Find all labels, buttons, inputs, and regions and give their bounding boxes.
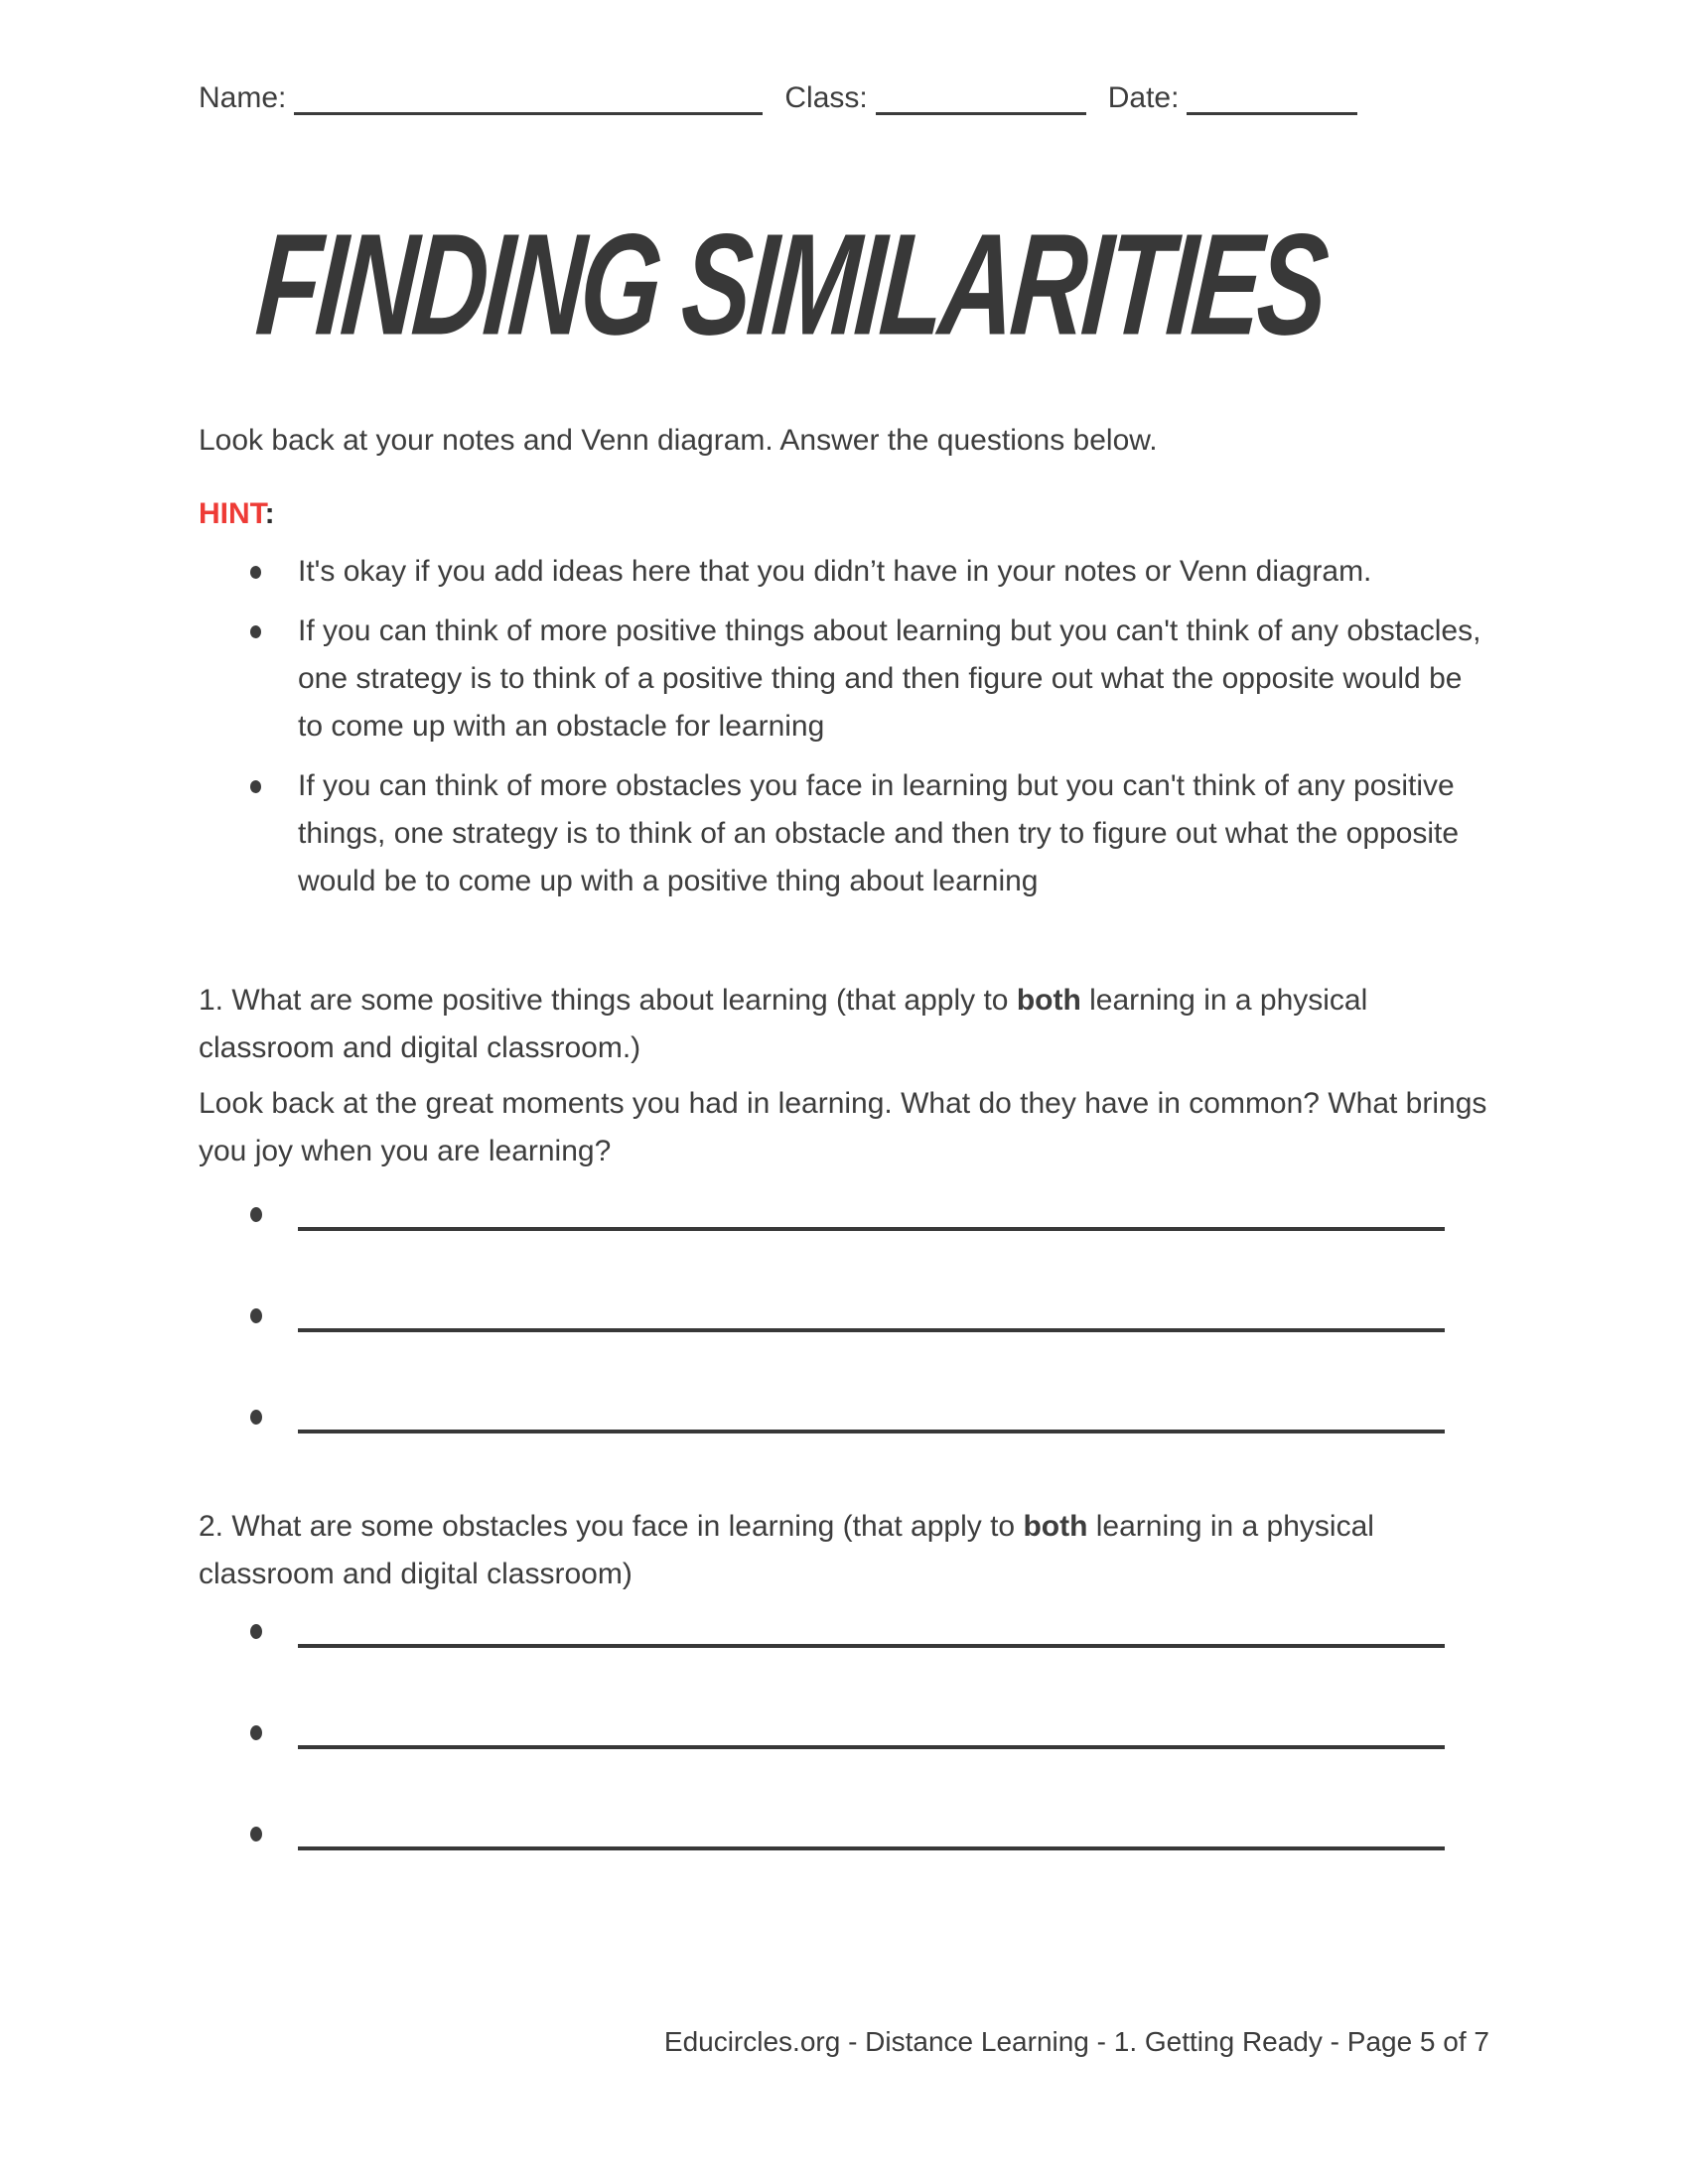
bullet-icon	[250, 1624, 262, 1639]
date-label: Date:	[1107, 81, 1180, 114]
answer-blank-line[interactable]	[298, 1386, 1445, 1433]
question-1-text: 1. What are some positive things about learning (that apply to	[199, 984, 1017, 1017]
question-2-text-suffix: learning in a physical classroom and digital classroom)	[199, 1510, 1374, 1590]
answer-blank-line[interactable]	[298, 1803, 1445, 1850]
question-1-answers	[199, 1183, 1489, 1487]
header-row	[199, 81, 1489, 115]
hint-bullet-text: It's okay if you add ideas here that you didn’t have in your notes or Venn diagram.	[298, 555, 1372, 588]
question-1-text-suffix: learning in a physical classroom and digital classroom.)	[199, 984, 1368, 1064]
question-2-bold: both	[1023, 1510, 1088, 1543]
class-field-blank[interactable]	[876, 82, 1086, 115]
name-field-blank[interactable]	[294, 82, 763, 115]
hint-bullet-text: If you can think of more positive things about learning but you can't think of any obstacles, one strategy is to think of a positive thing and then figure out what the opposite would be to come up with an obstacle for learning	[298, 614, 1481, 743]
hint-list	[199, 548, 1489, 917]
bullet-icon	[250, 625, 261, 638]
question-2	[199, 1503, 1489, 1598]
answer-row	[199, 1386, 1489, 1433]
question-2-text: 2. What are some obstacles you face in learning (that apply to	[199, 1510, 1024, 1543]
answer-blank-line[interactable]	[298, 1285, 1445, 1332]
bullet-icon	[250, 1207, 262, 1222]
hint-label: HINT	[199, 497, 265, 530]
answer-row	[199, 1600, 1489, 1648]
bullet-icon	[250, 1308, 262, 1323]
bullet-icon	[250, 566, 261, 579]
question-2-answers	[199, 1600, 1489, 1904]
answer-row	[199, 1803, 1489, 1850]
bullet-icon	[250, 1725, 262, 1740]
list-item	[199, 608, 1489, 751]
hint-colon: :	[264, 497, 275, 530]
bullet-icon	[250, 780, 261, 793]
question-1-subtext: Look back at the great moments you had in learning. What do they have in common? What brings you joy when you are learning?	[199, 1087, 1487, 1167]
name-label: Name:	[199, 81, 287, 114]
answer-row	[199, 1285, 1489, 1332]
answer-blank-line[interactable]	[298, 1702, 1445, 1749]
answer-blank-line[interactable]	[298, 1600, 1445, 1648]
list-item	[199, 548, 1489, 596]
intro-text: Look back at your notes and Venn diagram. Answer the questions below.	[199, 424, 1158, 457]
question-1	[199, 977, 1489, 1072]
bullet-icon	[250, 1827, 262, 1842]
question-1-bold: both	[1016, 984, 1081, 1017]
page-title: FINDING SIMILARITIES	[251, 204, 1331, 366]
title-block	[251, 204, 1385, 366]
class-label: Class:	[784, 81, 868, 114]
page-footer: Educircles.org - Distance Learning - 1. Getting Ready - Page 5 of 7	[663, 2026, 1489, 2057]
answer-row	[199, 1702, 1489, 1749]
hint-bullet-text: If you can think of more obstacles you face in learning but you can't think of any positive things, one strategy is to think of an obstacle and then try to figure out what the opposite would be to come up with a positive thing about learning	[298, 769, 1460, 897]
bullet-icon	[250, 1410, 262, 1425]
list-item	[199, 762, 1489, 905]
hint-heading	[199, 490, 1489, 538]
answer-row	[199, 1183, 1489, 1231]
answer-blank-line[interactable]	[298, 1183, 1445, 1231]
date-field-blank[interactable]	[1187, 82, 1357, 115]
